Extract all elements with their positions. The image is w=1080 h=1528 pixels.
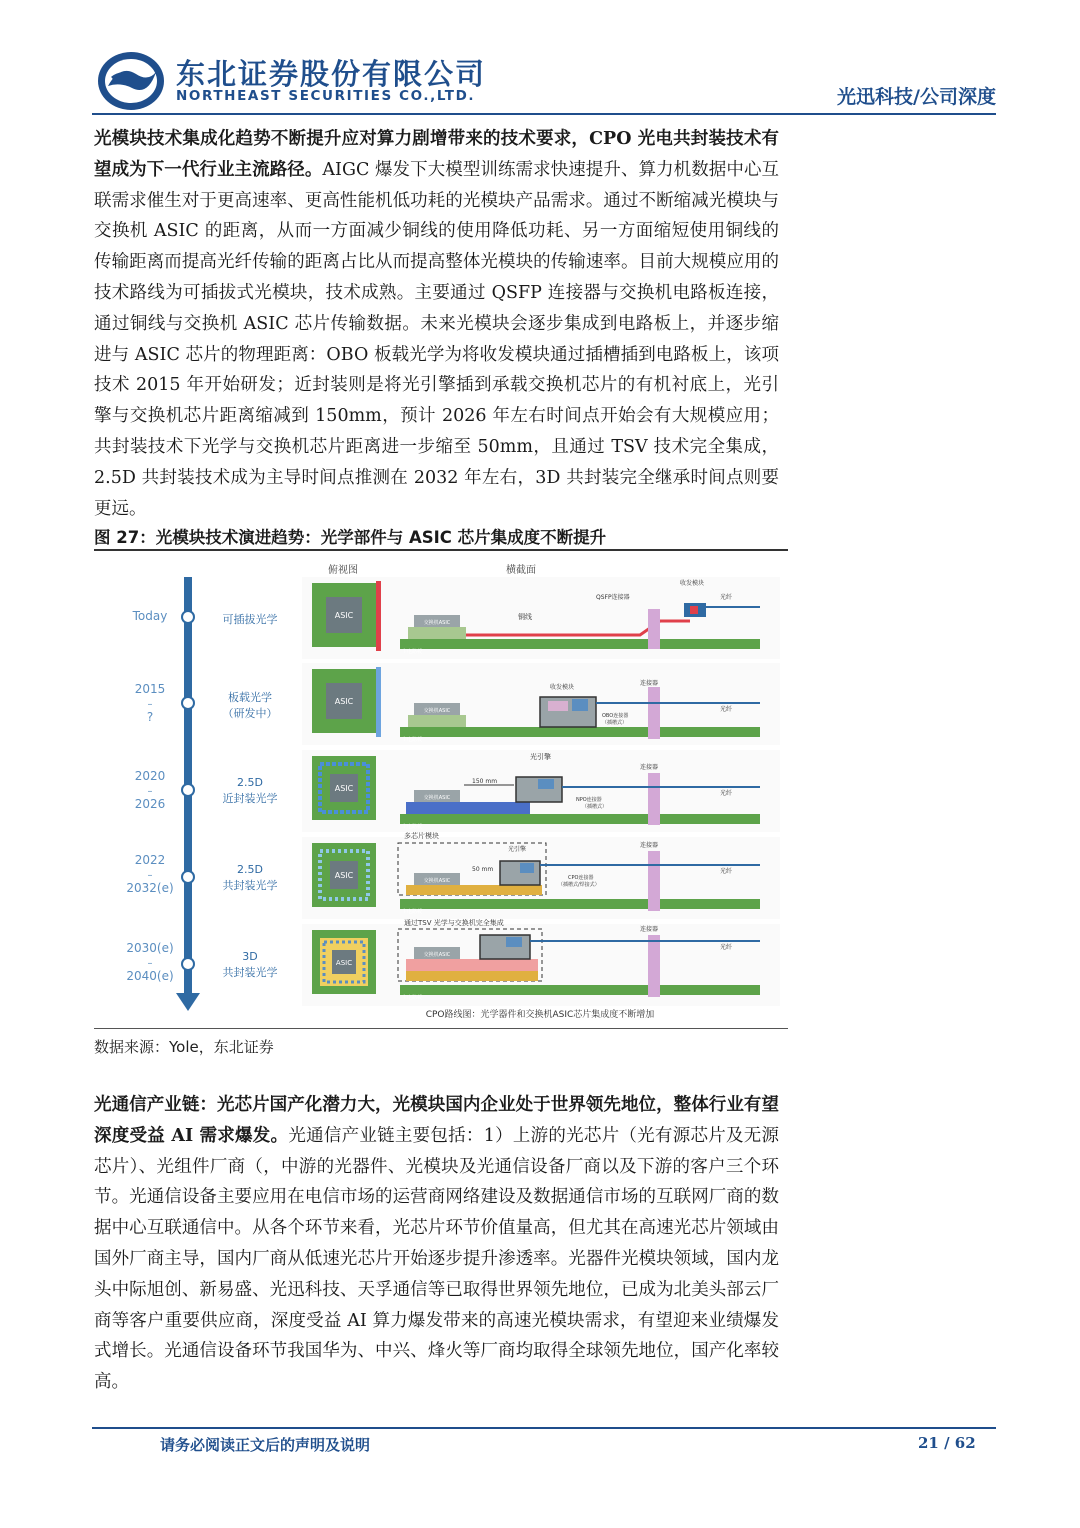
stage-2-time2: – xyxy=(147,786,153,797)
transceiver-label-0: 收发模块 xyxy=(680,580,705,587)
main-board-label-2: 主电路板 xyxy=(402,824,423,830)
paragraph-industry-chain xyxy=(94,1090,779,1398)
cpo-conn-label: CPO连接器 xyxy=(568,875,594,881)
copper-label: 铜线 xyxy=(518,613,532,621)
header-rule xyxy=(92,113,996,115)
connector-label-2: 连接器 xyxy=(640,764,659,771)
stage-row-3 xyxy=(126,831,780,919)
stage-3-name2: 共封装光学 xyxy=(222,879,278,892)
npo-conn-label: NPO连接器 xyxy=(576,797,602,803)
dist50-label: 50 mm xyxy=(472,866,494,873)
fiber-label-1: 光纤 xyxy=(720,706,733,713)
stage-1-time3: ? xyxy=(146,710,154,724)
company-name-cn: 东北证券股份有限公司 xyxy=(176,57,487,91)
asic-label-2: ASIC xyxy=(334,784,354,793)
switch-asic-label-1: 交换机ASIC xyxy=(423,708,451,714)
engine-label-3: 光引擎 xyxy=(508,846,527,853)
connector-label-4: 连接器 xyxy=(640,926,659,933)
paragraph-industry-body: 光通信产业链主要包括：1）上游的光芯片（光有源芯片及无源芯片）、光组件厂商（，中游的光器件、光模块及光通信设备厂商以及下游的客户三个环节。光通信设备主要应用在电信市场的运营商网络建设及数据通信市场的互联网厂商的数据中心互联通信中。从各个环节来看，光芯片环节价值量高，但尤其在高速光芯片领域由国外厂商主导，国内厂商从低速光芯片开始逐步提升渗透率。光器件光模块领域，国内龙头中际旭创、新易盛、光迅科技、天孚通信等已取得世界领先地位，已成为北美头部云厂商等客户重要供应商，深度受益 AI 算力爆发带来的高速光模块需求，有望迎来业绩爆发式增长。光通信设备环节我国华为、中兴、烽火等厂商均取得全球领先地位，国产化率较高。 xyxy=(94,1125,779,1393)
figure-caption: CPO路线图：光学器件和交换机ASIC芯片集成度不断增加 xyxy=(425,1010,655,1020)
figure-title: 图 27：光模块技术演进趋势：光学部件与 ASIC 芯片集成度不断提升 xyxy=(94,528,607,547)
company-logo xyxy=(96,50,166,112)
switch-asic-label-4: 交换机ASIC xyxy=(423,952,451,958)
col-cross-section: 横截面 xyxy=(506,565,536,576)
stage-3-name1: 2.5D xyxy=(237,863,263,876)
col-top-view: 俯视图 xyxy=(328,565,358,576)
stage-2-name2: 近封装光学 xyxy=(222,792,278,805)
stage-2-time1: 2020 xyxy=(134,769,166,783)
cpo-roadmap-figure xyxy=(100,555,780,1023)
paragraph-cpo-lead: 光模块技术集成化趋势不断提升应对算力剧增带来的技术要求，CPO 光电共封装技术有望成为下一代行业主流路径。 xyxy=(94,129,779,180)
stage-row-4 xyxy=(126,918,780,1006)
footer-rule xyxy=(92,1427,996,1429)
stage-4-name1: 3D xyxy=(242,950,258,963)
stage-4-time1: 2030(e) xyxy=(126,941,174,955)
engine-label-2: 光引擎 xyxy=(530,753,551,761)
cpo-conn-label2: （插槽式/焊接式） xyxy=(558,882,600,888)
paragraph-cpo-body: AIGC 爆发下大模型训练需求快速提升、算力机数据中心互联需求催生对于更高速率、更高性能机低功耗的光模块产品需求。通过不断缩减光模块与交换机 ASIC 的距离，从而一方面减少铜线的使用降低功耗、另一方面缩短使用铜线的传输距离而提高光纤传输的距离占比从而提高整体光模块的传输速率。目前大规模应用的技术路线为可插拔式光模块，技术成熟。主要通过 QSFP 连接器与交换机电路板连接，通过铜线与交换机 ASIC 芯片传输数据。未来光模块会逐步集成到电路板上，并逐步缩进与 ASIC 芯片的物理距离：OBO 板载光学为将收发模块通过插槽插到电路板上，该项技术 2015 年开始研发；近封装则是将光引擎插到承载交换机芯片的有机衬底上，光引擎与交换机芯片距离缩减到 150mm，预计 2026 年左右时间点开始会有大规模应用；共封装技术下光学与交换机芯片距离进一步缩至 50mm，且通过 TSV 技术完全集成，2.5D 共封装技术成为主导时间点推测在 2032 年左右，3D 共封装完全继承时间点则要更远。 xyxy=(94,159,780,519)
connector-label-3: 连接器 xyxy=(640,842,659,849)
obo-conn-label2: （插槽式） xyxy=(602,720,628,726)
report-tag: 光迅科技/公司深度 xyxy=(837,86,996,108)
switch-asic-label-2: 交换机ASIC xyxy=(423,795,451,801)
transceiver-label-1: 收发模块 xyxy=(550,684,575,691)
company-name-en: NORTHEAST SECURITIES CO.,LTD. xyxy=(176,88,476,104)
npo-conn-label2: （插槽式） xyxy=(582,804,608,810)
timeline-arrowhead xyxy=(176,993,200,1011)
stage-4-time2: – xyxy=(147,958,153,969)
stage-0-name1: 可插拔光学 xyxy=(222,613,278,626)
page-number: 21 / 62 xyxy=(918,1434,976,1452)
switch-asic-label-3: 交换机ASIC xyxy=(423,878,451,884)
stage-0-time1: Today xyxy=(132,609,168,623)
stage-1-time1: 2015 xyxy=(134,682,166,696)
asic-label-1: ASIC xyxy=(334,697,354,706)
figure-rule-bottom xyxy=(94,1028,788,1029)
multichip-label: 多芯片模块 xyxy=(404,832,439,840)
figure-rule-top xyxy=(94,549,788,551)
stage-4-name2: 共封装光学 xyxy=(222,966,278,979)
footer-notice: 请务必阅读正文后的声明及说明 xyxy=(160,1436,371,1454)
asic-label-4: ASIC xyxy=(335,959,353,967)
asic-label-3: ASIC xyxy=(334,871,354,880)
stage-3-time3: 2032(e) xyxy=(126,881,174,895)
stage-4-time3: 2040(e) xyxy=(126,969,174,983)
stage-3-time1: 2022 xyxy=(134,853,166,867)
tsv-label: 通过TSV 光学与交换机完全集成 xyxy=(404,919,504,927)
stage-2-name1: 2.5D xyxy=(237,776,263,789)
main-board-label-1: 主电路板 xyxy=(402,737,423,743)
fiber-label-3: 光纤 xyxy=(720,868,733,875)
fiber-label-0: 光纤 xyxy=(720,594,733,601)
paragraph-industry-lead: 光通信产业链：光芯片国产化潜力大，光模块国内企业处于世界领先地位，整体行业有望深度受益 AI 需求爆发。 xyxy=(94,1095,779,1146)
fiber-label-4: 光纤 xyxy=(720,944,733,951)
switch-asic-label-0: 交换机ASIC xyxy=(423,620,451,626)
stage-row-1 xyxy=(135,663,780,745)
main-board-label-4: 主电路板 xyxy=(402,995,423,1001)
stage-row-0 xyxy=(132,577,780,659)
stage-1-name1: 板载光学 xyxy=(228,691,272,704)
fiber-label-2: 光纤 xyxy=(720,790,733,797)
figure-source: 数据来源：Yole，东北证券 xyxy=(94,1038,274,1056)
connector-label-1: 连接器 xyxy=(640,680,659,687)
stage-2-time3: 2026 xyxy=(134,797,166,811)
stage-3-time2: – xyxy=(147,870,153,881)
paragraph-cpo xyxy=(94,124,779,524)
main-board-label-0: 主电路板 xyxy=(402,649,423,655)
asic-label-0: ASIC xyxy=(334,611,354,620)
dist150-label: 150 mm xyxy=(472,778,498,785)
main-board-label-3: 主电路板 xyxy=(402,909,423,915)
qsfp-label: QSFP连接器 xyxy=(596,594,630,601)
stage-row-2 xyxy=(135,750,780,832)
stage-1-name2: （研发中） xyxy=(222,707,278,720)
obo-conn-label: OBO连接器 xyxy=(602,713,629,719)
stage-1-time2: – xyxy=(147,699,153,710)
